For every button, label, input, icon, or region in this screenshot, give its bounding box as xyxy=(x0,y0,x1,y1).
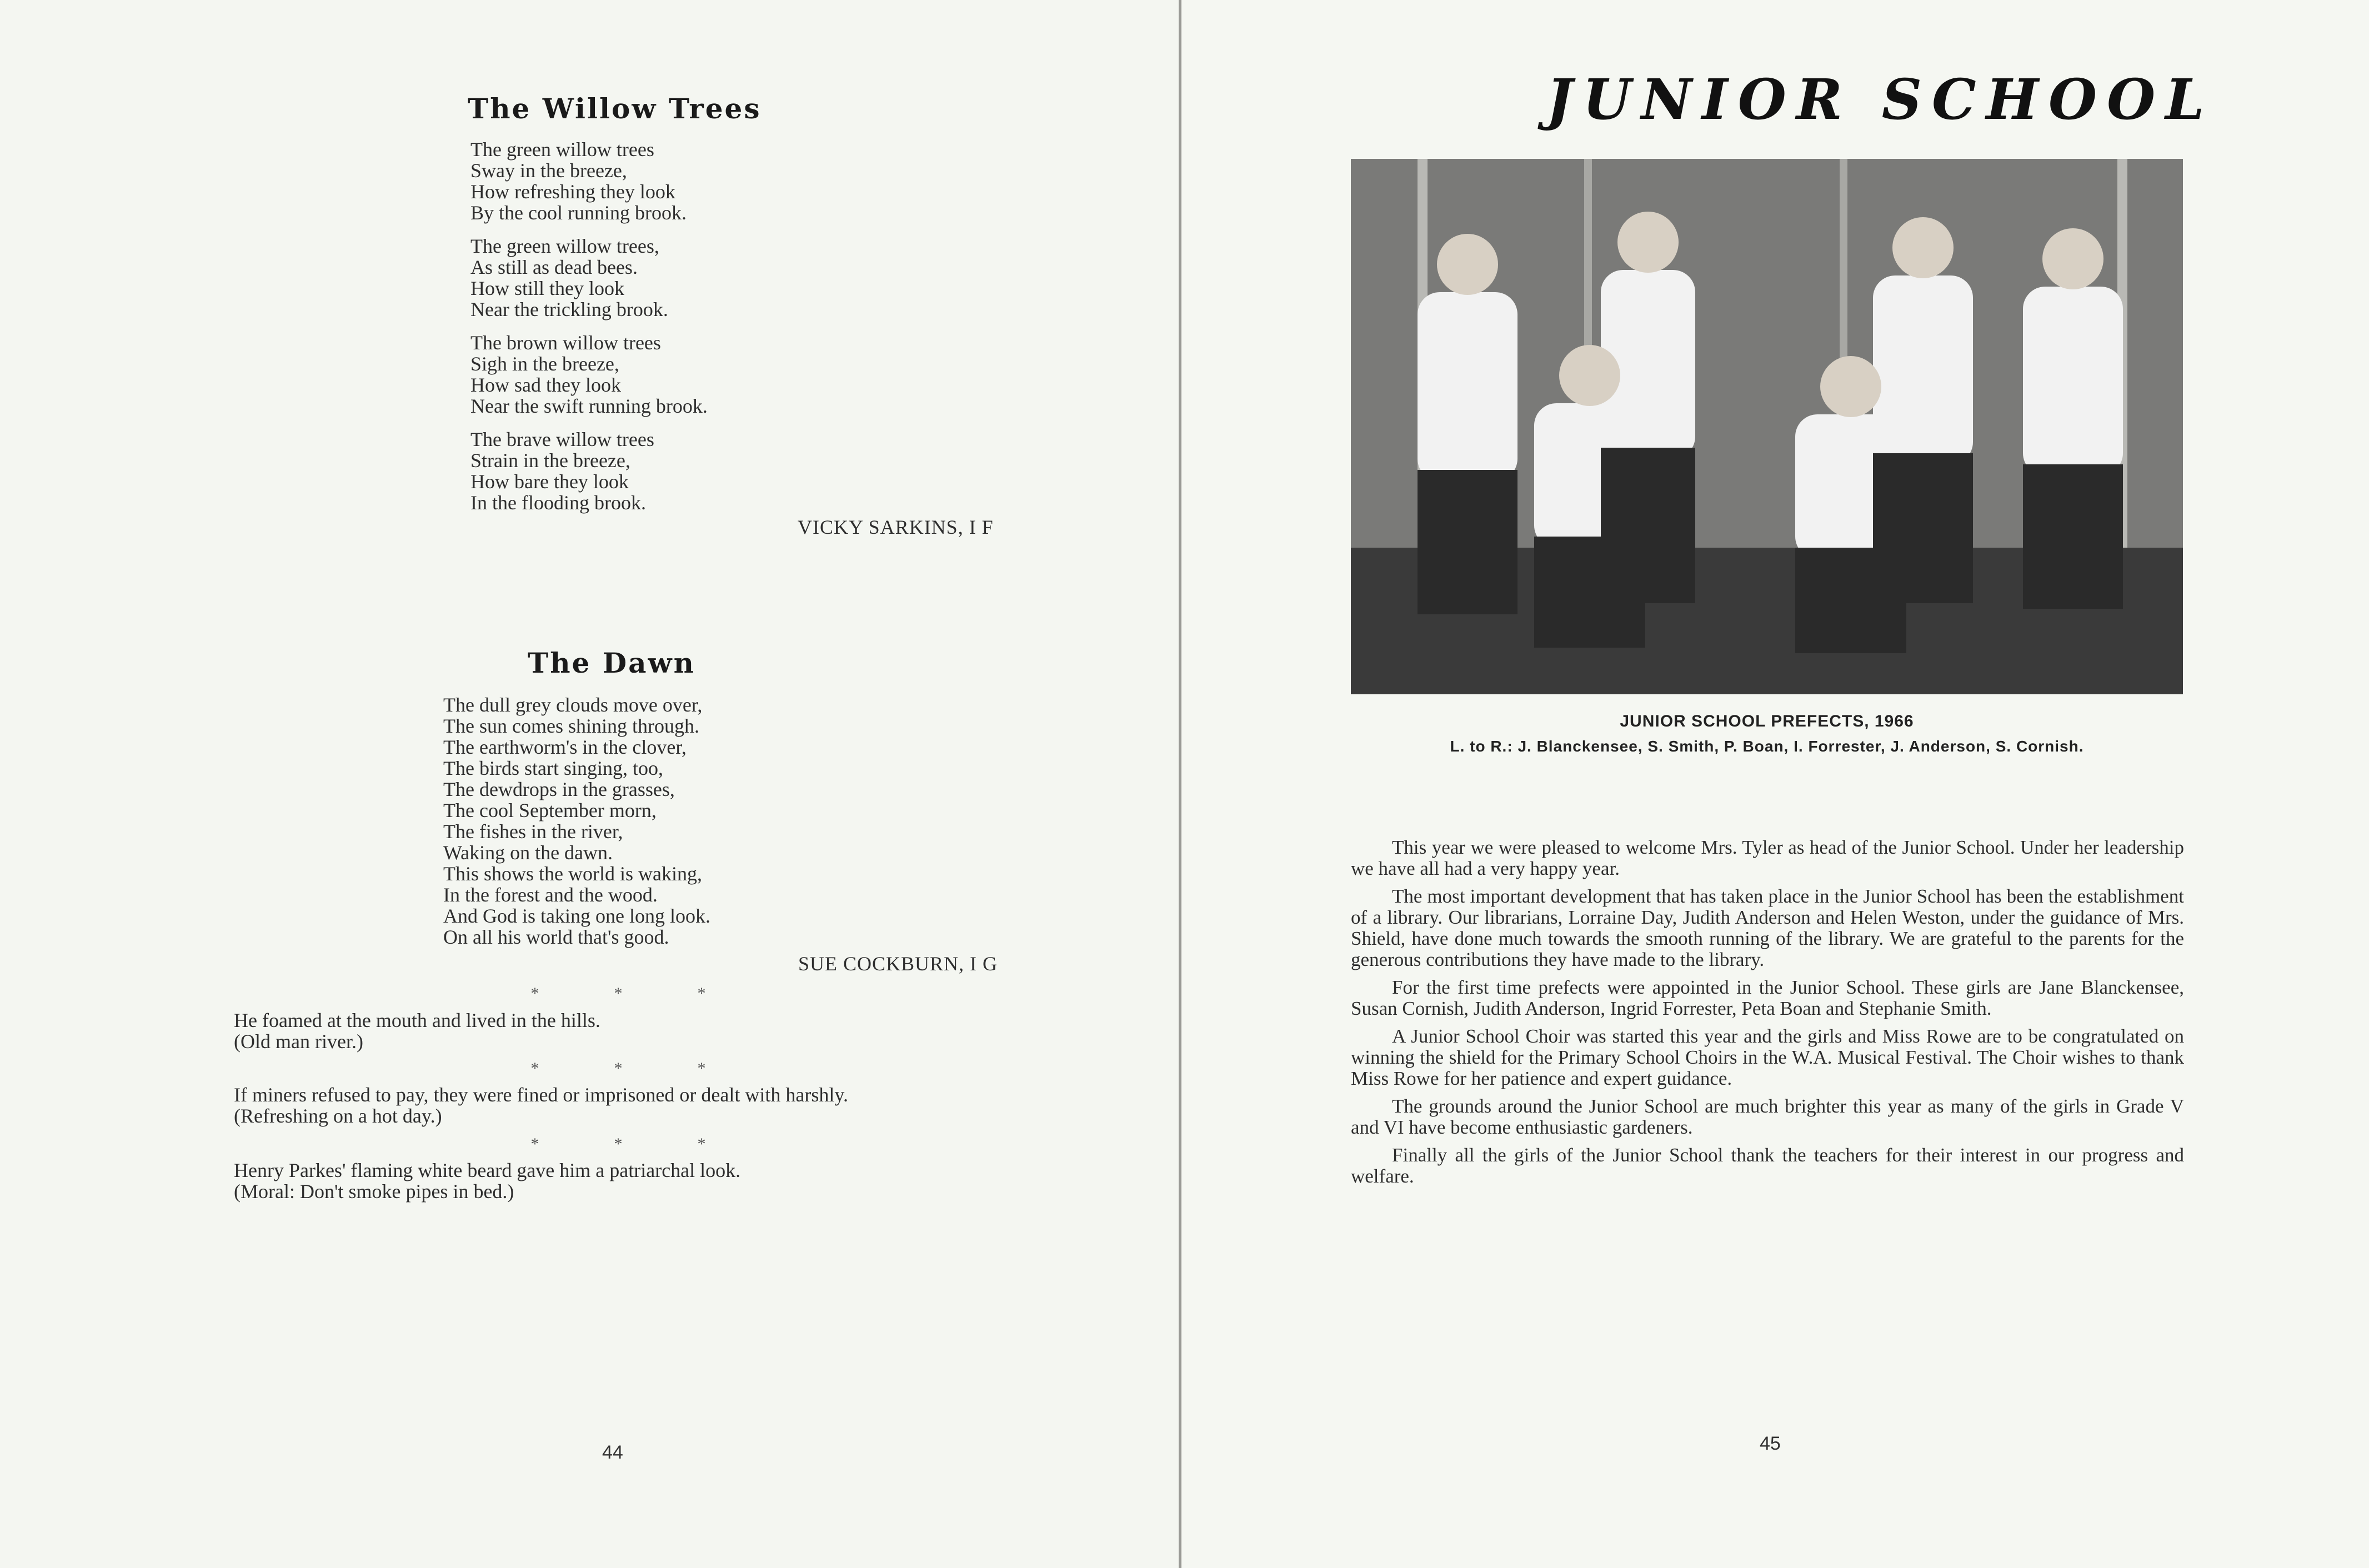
article-paragraph: A Junior School Choir was started this year and the girls and Miss Rowe are to be congratulated on winning the shield for the Primary School Choirs in the W.A. Musical Festival. The Choir wishes to thank Miss Rowe for her patience and expert guidance. xyxy=(1351,1025,2184,1089)
joke-line: Henry Parkes' flaming white beard gave him a patriarchal look. xyxy=(234,1159,741,1181)
verse-line: In the forest and the wood. xyxy=(443,884,658,906)
poem-author: VICKY SARKINS, I F xyxy=(798,516,994,538)
joke xyxy=(234,1084,848,1126)
poem-title-dawn: The Dawn xyxy=(528,647,695,679)
verse-line: The birds start singing, too, xyxy=(443,757,663,779)
verse-line: The sun comes shining through. xyxy=(443,715,699,737)
verse-line: The earthworm's in the clover, xyxy=(443,736,687,758)
stanza xyxy=(470,332,708,417)
joke-punchline: (Old man river.) xyxy=(234,1030,363,1053)
verse-line: Strain in the breeze, xyxy=(470,449,630,472)
verse-line: How refreshing they look xyxy=(470,181,675,203)
verse-line: As still as dead bees. xyxy=(470,256,638,278)
verse-line: The brown willow trees xyxy=(470,332,661,354)
poem-title-willow-trees: The Willow Trees xyxy=(468,92,762,125)
verse-line: The dull grey clouds move over, xyxy=(443,694,703,716)
stanza xyxy=(470,236,708,320)
verse-line: Near the swift running brook. xyxy=(470,395,708,417)
separator-asterisks: * * * xyxy=(530,1059,706,1078)
stanza xyxy=(470,429,708,513)
verse-line: The cool September morn, xyxy=(443,799,657,821)
page-number: 45 xyxy=(1760,1433,1781,1454)
verse-line: How sad they look xyxy=(470,374,621,396)
verse-line: In the flooding brook. xyxy=(470,492,646,514)
stanza xyxy=(470,139,708,223)
joke xyxy=(234,1160,740,1202)
verse-line: How still they look xyxy=(470,277,624,299)
page-heading: JUNIOR SCHOOL xyxy=(1546,67,2215,132)
verse-line: By the cool running brook. xyxy=(470,202,687,224)
article-paragraph: Finally all the girls of the Junior School thank the teachers for their interest in our progress and welfare. xyxy=(1351,1144,2184,1187)
photo-caption-names: L. to R.: J. Blanckensee, S. Smith, P. Boan, I. Forrester, J. Anderson, S. Cornish. xyxy=(1450,738,2084,755)
verse-line: The brave willow trees xyxy=(470,428,654,450)
prefects-photo-illustration xyxy=(1351,159,2183,694)
article-paragraph: For the first time prefects were appointed in the Junior School. These girls are Jane Blanckensee, Susan Cornish, Judith Anderson, Ingrid Forrester, Peta Boan and Stephanie Smith. xyxy=(1351,976,2184,1019)
verse-line: Waking on the dawn. xyxy=(443,841,613,864)
verse-line: Sway in the breeze, xyxy=(470,159,627,182)
separator-asterisks: * * * xyxy=(530,1135,706,1153)
verse-line: Near the trickling brook. xyxy=(470,298,668,320)
verse-line: On all his world that's good. xyxy=(443,926,669,948)
joke-punchline: (Moral: Don't smoke pipes in bed.) xyxy=(234,1180,514,1203)
page-number: 44 xyxy=(602,1442,623,1463)
verse-line: The green willow trees xyxy=(470,138,654,161)
joke-line: He foamed at the mouth and lived in the hills. xyxy=(234,1009,600,1031)
joke-punchline: (Refreshing on a hot day.) xyxy=(234,1105,442,1127)
verse-line: The green willow trees, xyxy=(470,235,659,257)
verse-line: How bare they look xyxy=(470,470,629,493)
article-paragraph: The grounds around the Junior School are much brighter this year as many of the girls in Grade V and VI have become enthusiastic gardeners. xyxy=(1351,1095,2184,1138)
article-body xyxy=(1351,837,2184,1194)
article-paragraph: This year we were pleased to welcome Mrs. Tyler as head of the Junior School. Under her leadership we have all had a very happy year. xyxy=(1351,836,2184,879)
poem-willow-trees xyxy=(470,139,708,525)
verse-line: And God is taking one long look. xyxy=(443,905,710,927)
prefects-photo xyxy=(1351,159,2183,694)
poem-dawn xyxy=(443,694,710,948)
verse-line: The fishes in the river, xyxy=(443,820,623,843)
joke-line: If miners refused to pay, they were fined or imprisoned or dealt with harshly. xyxy=(234,1084,848,1106)
verse-line: The dewdrops in the grasses, xyxy=(443,778,675,800)
poem-author: SUE COCKBURN, I G xyxy=(798,953,998,975)
verse-line: This shows the world is waking, xyxy=(443,863,702,885)
separator-asterisks: * * * xyxy=(530,984,706,1003)
article-paragraph: The most important development that has taken place in the Junior School has been the establishment of a library. Our librarians, Lorraine Day, Judith Anderson and Helen Weston, under the guidance of Mrs. Shield, have done much towards the smooth running of the library. We are grateful to the parents for the generous contributions they have made to the library. xyxy=(1351,885,2184,970)
joke xyxy=(234,1010,600,1052)
verse-line: Sigh in the breeze, xyxy=(470,353,619,375)
photo-caption-title: JUNIOR SCHOOL PREFECTS, 1966 xyxy=(1620,712,1914,730)
